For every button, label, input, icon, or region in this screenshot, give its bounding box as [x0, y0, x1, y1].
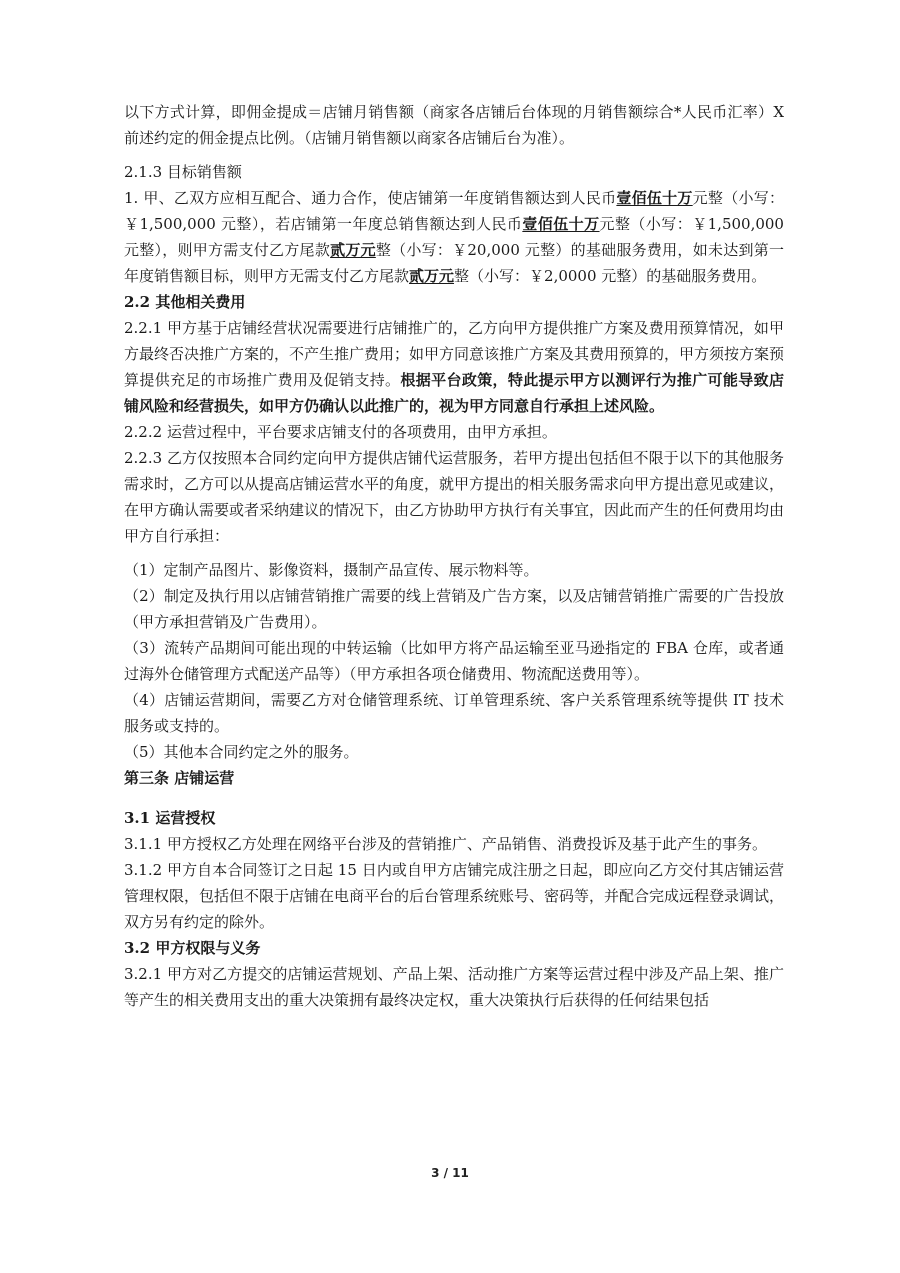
amount-underlined: 贰万元	[330, 241, 376, 259]
paragraph-2-2-2: 2.2.2 运营过程中，平台要求店铺支付的各项费用，由甲方承担。	[124, 423, 557, 441]
heading-3-2: 3.2 甲方权限与义务	[124, 939, 261, 957]
paragraph-2-1-3: 1. 甲、乙双方应相互配合、通力合作，使店铺第一年度销售额达到人民币壹佰伍十万元整（小写：￥1,500,000 元整），若店铺第一年度总销售额达到人民币壹佰伍十万元整（小写：￥1,500,000 元整），则甲方需支付乙方尾款贰万元整（小写：￥20,000 元整）的基础服务费用，如未达到第一年度销售额目标，则甲方无需支付乙方尾款贰万元整（小写：￥2,0000 元整）的基础服务费用。	[124, 189, 784, 285]
list-item: （5）其他本合同约定之外的服务。	[124, 743, 359, 761]
heading-3-1: 3.1 运营授权	[124, 809, 216, 827]
amount-underlined: 贰万元	[409, 267, 455, 285]
paragraph-3-2-1: 3.2.1 甲方对乙方提交的店铺运营规划、产品上架、活动推广方案等运营过程中涉及产品上架、推广等产生的相关费用支出的重大决策拥有最终决定权，重大决策执行后获得的任何结果包括	[124, 965, 784, 1009]
paragraph-commission: 以下方式计算，即佣金提成＝店铺月销售额（商家各店铺后台体现的月销售额综合*人民币汇率）X 前述约定的佣金提点比例。（店铺月销售额以商家各店铺后台为准）。	[124, 103, 784, 147]
document-body	[124, 99, 784, 1013]
paragraph-2-2-3: 2.2.3 乙方仅按照本合同约定向甲方提供店铺代运营服务，若甲方提出包括但不限于以下的其他服务需求时，乙方可以从提高店铺运营水平的角度，就甲方提出的相关服务需求向甲方提出意见或建议，在甲方确认需要或者采纳建议的情况下，由乙方协助甲方执行有关事宜，因此而产生的任何费用均由甲方自行承担：	[124, 449, 785, 545]
article-3-heading: 第三条 店铺运营	[124, 769, 235, 787]
page-number: 3 / 11	[431, 1166, 469, 1180]
list-item: （4）店铺运营期间，需要乙方对仓储管理系统、订单管理系统、客户关系管理系统等提供 IT 技术服务或支持的。	[124, 691, 784, 735]
risk-warning-bold: 根据平台政策，特此提示甲方以测评行为推广可能导致店铺风险和经营损失，如甲方仍确认以此推广的，视为甲方同意自行承担上述风险。	[124, 371, 784, 415]
paragraph-3-1-1: 3.1.1 甲方授权乙方处理在网络平台涉及的营销推广、产品销售、消费投诉及基于此产生的事务。	[124, 835, 767, 853]
amount-underlined: 壹佰伍十万	[522, 215, 600, 233]
heading-2-2: 2.2 其他相关费用	[124, 293, 246, 311]
list-item: （3）流转产品期间可能出现的中转运输（比如甲方将产品运输至亚马逊指定的 FBA 仓库，或者通过海外仓储管理方式配送产品等）（甲方承担各项仓储费用、物流配送费用等）。	[124, 639, 784, 683]
list-item: （1）定制产品图片、影像资料，摄制产品宣传、展示物料等。	[124, 561, 539, 579]
list-item: （2）制定及执行用以店铺营销推广需要的线上营销及广告方案，以及店铺营销推广需要的广告投放（甲方承担营销及广告费用）。	[124, 587, 784, 631]
amount-underlined: 壹佰伍十万	[616, 189, 693, 207]
paragraph-2-2-1: 2.2.1 甲方基于店铺经营状况需要进行店铺推广的，乙方向甲方提供推广方案及费用预算情况，如甲方最终否决推广方案的，不产生推广费用；如甲方同意该推广方案及其费用预算的，甲方须按方案预算提供充足的市场推广费用及促销支持。根据平台政策，特此提示甲方以测评行为推广可能导致店铺风险和经营损失，如甲方仍确认以此推广的，视为甲方同意自行承担上述风险。	[124, 319, 785, 415]
heading-2-1-3: 2.1.3 目标销售额	[124, 163, 242, 181]
paragraph-3-1-2: 3.1.2 甲方自本合同签订之日起 15 日内或自甲方店铺完成注册之日起，即应向乙方交付其店铺运营管理权限，包括但不限于店铺在电商平台的后台管理系统账号、密码等，并配合完成远程登录调试，双方另有约定的除外。	[124, 861, 785, 931]
